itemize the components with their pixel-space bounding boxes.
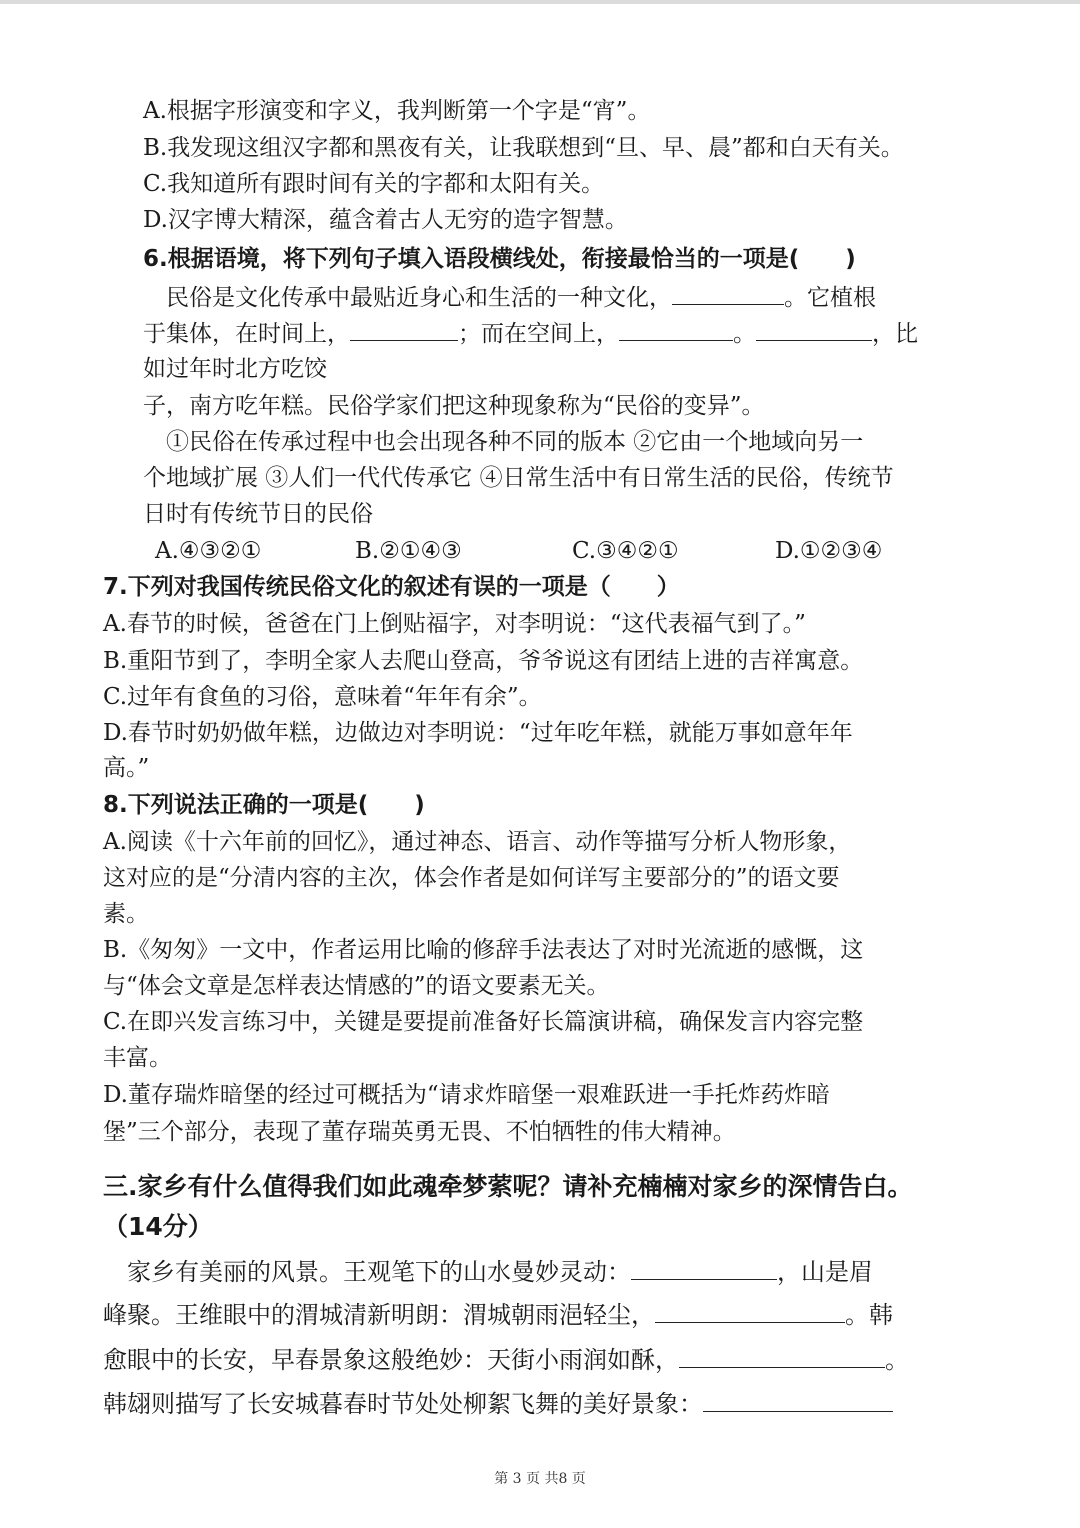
q6-text: ；而在空间上， bbox=[458, 321, 619, 347]
section-3-blank-4[interactable] bbox=[703, 1389, 893, 1412]
q5-option-b: B.我发现这组汉字都和黑夜有关，让我联想到“旦、早、晨”都和白天有关。 bbox=[143, 135, 904, 161]
q7-option-d-line-2: 高。” bbox=[103, 755, 150, 781]
q6-text: ，比 bbox=[872, 321, 918, 347]
q7-title: 7.下列对我国传统民俗文化的叙述有误的一项是（ ） bbox=[103, 574, 680, 600]
q6-text: 于集体，在时间上， bbox=[143, 321, 350, 347]
q6-passage-line-2 bbox=[143, 318, 918, 349]
q6-option-c: C.③④②① bbox=[572, 538, 679, 564]
q7-option-c: C.过年有食鱼的习俗，意味着“年年有余”。 bbox=[103, 684, 542, 710]
q8-option-c-line-2: 丰富。 bbox=[103, 1045, 172, 1071]
q8-option-d-line-2: 堡”三个部分，表现了董存瑞英勇无畏、不怕牺牲的伟大精神。 bbox=[103, 1119, 736, 1145]
q8-option-a-line-3: 素。 bbox=[103, 901, 149, 927]
q6-blank-2[interactable] bbox=[350, 318, 458, 341]
section-3-line-1 bbox=[103, 1257, 873, 1287]
q6-sentences-line-3: 日时有传统节日的民俗 bbox=[143, 501, 373, 527]
top-border bbox=[0, 0, 1080, 4]
q6-sentences-line-1: ①民俗在传承过程中也会出现各种不同的版本 ②它由一个地域向另一 bbox=[143, 429, 864, 455]
q8-title: 8.下列说法正确的一项是( ) bbox=[103, 792, 425, 818]
section-3-text: 家乡有美丽的风景。王观笔下的山水曼妙灵动： bbox=[103, 1258, 631, 1286]
q8-option-c-line-1: C.在即兴发言练习中，关键是要提前准备好长篇演讲稿，确保发言内容完整 bbox=[103, 1009, 864, 1035]
q6-passage-line-3: 如过年时北方吃饺 bbox=[143, 356, 327, 382]
section-3-blank-3[interactable] bbox=[679, 1345, 885, 1368]
section-3-text: 韩翃则描写了长安城暮春时节处处柳絮飞舞的美好景象： bbox=[103, 1390, 703, 1418]
q6-option-b: B.②①④③ bbox=[355, 538, 462, 564]
section-3-blank-2[interactable] bbox=[655, 1300, 845, 1323]
q5-option-d: D.汉字博大精深，蕴含着古人无穷的造字智慧。 bbox=[143, 207, 628, 233]
q6-passage-line-4: 子，南方吃年糕。民俗学家们把这种现象称为“民俗的变异”。 bbox=[143, 393, 765, 419]
section-3-line-3 bbox=[103, 1345, 909, 1375]
section-3-text: ，山是眉 bbox=[777, 1258, 873, 1286]
q7-option-b: B.重阳节到了，李明全家人去爬山登高，爷爷说这有团结上进的吉祥寓意。 bbox=[103, 648, 864, 674]
section-3-line-4 bbox=[103, 1389, 893, 1419]
q6-option-a: A.④③②① bbox=[155, 538, 262, 564]
q7-option-d-line-1: D.春节时奶奶做年糕，边做边对李明说：“过年吃年糕，就能万事如意年年 bbox=[103, 720, 853, 746]
section-3-text: 。韩 bbox=[845, 1301, 893, 1329]
section-3-title: 三.家乡有什么值得我们如此魂牵梦萦呢？请补充楠楠对家乡的深情告白。 bbox=[103, 1172, 913, 1201]
q8-option-b-line-2: 与“体会文章是怎样表达情感的”的语文要素无关。 bbox=[103, 973, 610, 999]
q8-option-a-line-1: A.阅读《十六年前的回忆》，通过神态、语言、动作等描写分析人物形象， bbox=[103, 829, 852, 855]
q6-blank-3[interactable] bbox=[619, 318, 733, 341]
section-3-text: 愈眼中的长安，早春景象这般绝妙：天街小雨润如酥， bbox=[103, 1346, 679, 1374]
q6-title: 6.根据语境，将下列句子填入语段横线处，衔接最恰当的一项是( ) bbox=[143, 246, 856, 272]
page-footer: 第 3 页 共8 页 bbox=[494, 1471, 586, 1487]
q8-option-a-line-2: 这对应的是“分清内容的主次，体会作者是如何详写主要部分的”的语文要 bbox=[103, 865, 840, 891]
section-3-text: 峰聚。王维眼中的渭城清新明朗：渭城朝雨浥轻尘， bbox=[103, 1301, 655, 1329]
q7-option-a: A.春节的时候，爸爸在门上倒贴福字，对李明说：“这代表福气到了。” bbox=[103, 611, 806, 637]
q6-option-d: D.①②③④ bbox=[775, 538, 883, 564]
q6-sentences-line-2: 个地域扩展 ③人们一代代传承它 ④日常生活中有日常生活的民俗，传统节 bbox=[143, 465, 894, 491]
section-3-text: 。 bbox=[885, 1346, 909, 1374]
q8-option-d-line-1: D.董存瑞炸暗堡的经过可概括为“请求炸暗堡一艰难跃进一手托炸药炸暗 bbox=[103, 1082, 830, 1108]
q5-option-a: A.根据字形演变和字义，我判断第一个字是“宵”。 bbox=[143, 98, 651, 124]
section-3-line-2 bbox=[103, 1300, 893, 1330]
q6-text: 。 bbox=[733, 321, 756, 347]
q6-blank-1[interactable] bbox=[672, 282, 784, 305]
section-3-score: （14分） bbox=[103, 1212, 213, 1241]
q6-text: 。它植根 bbox=[784, 285, 876, 311]
section-3-blank-1[interactable] bbox=[631, 1257, 777, 1280]
q6-passage-line-1 bbox=[143, 282, 876, 313]
q6-text: 民俗是文化传承中最贴近身心和生活的一种文化， bbox=[143, 285, 672, 311]
q5-option-c: C.我知道所有跟时间有关的字都和太阳有关。 bbox=[143, 171, 605, 197]
q6-blank-4[interactable] bbox=[756, 318, 872, 341]
q8-option-b-line-1: B.《匆匆》一文中，作者运用比喻的修辞手法表达了对时光流逝的感慨，这 bbox=[103, 937, 864, 963]
